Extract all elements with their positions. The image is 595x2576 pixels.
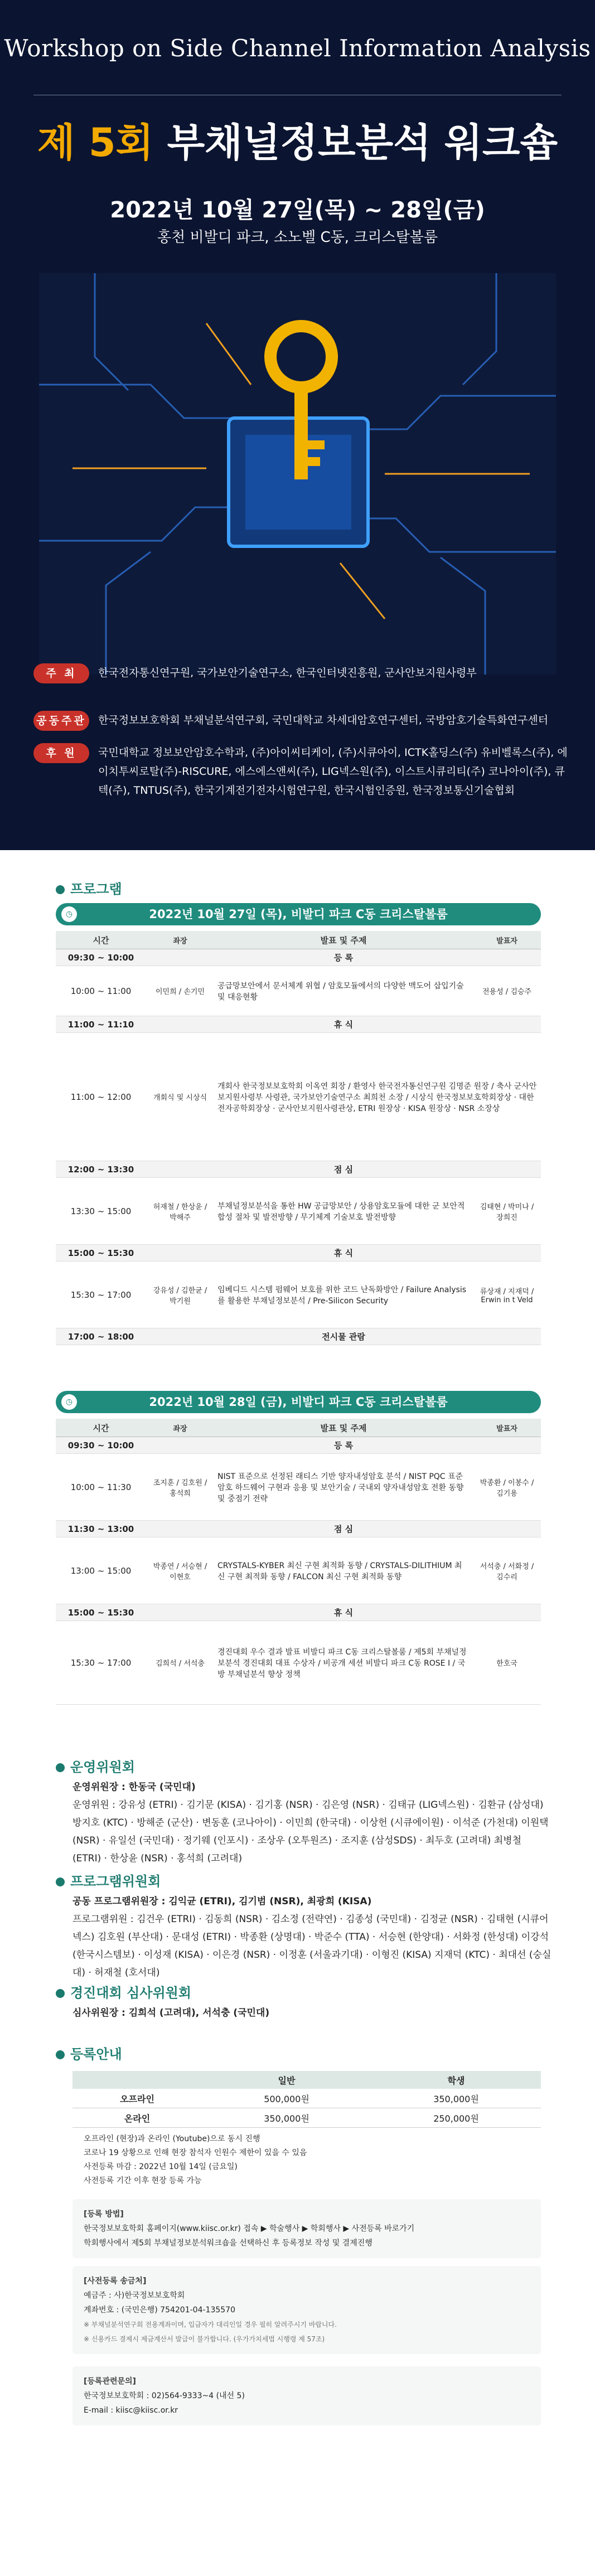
bullet-icon	[56, 1878, 65, 1886]
row-chair: 김희석 / 서석충	[146, 1621, 214, 1705]
workshop-english-title: Workshop on Side Channel Information Analysis	[4, 35, 591, 62]
table-row	[56, 949, 541, 966]
day2-title: 2022년 10월 28일 (금), 비발디 파크 C동 크리스탈볼룸	[149, 1395, 448, 1409]
row-topics: NIST 표준으로 선정된 래티스 기반 양자내성암호 분석 / NIST PQC 표준암호 하드웨어 구현과 응용 및 보안기술 / 국내외 양자내성암호 전환 동향 및 중점기 전략	[214, 1454, 473, 1521]
col-presenter: 발표자	[473, 931, 541, 949]
note-item: 사전등록 마감 : 2022년 10월 14일 (금요일)	[84, 2162, 238, 2171]
table-row	[72, 2108, 541, 2128]
row-time: 09:30 ~ 10:00	[56, 1437, 146, 1454]
row-chair: 이민희 / 손기민	[146, 966, 214, 1016]
method-step: 한국정보보호학회 홈페이지(www.kiisc.or.kr) 접속 ▶ 학술행사 ▶ 학회행사 ▶ 사전등록 바로가기	[84, 2224, 415, 2233]
fee-type: 오프라인	[72, 2089, 202, 2108]
contact-phone: 한국정보보호학회 : 02)564-9333~4 (내선 5)	[84, 2391, 245, 2400]
committee-prog-title	[56, 1870, 161, 1890]
event-date: 2022년 10월 27일(목) ~ 28일(금)	[110, 197, 485, 223]
table-header-row	[56, 931, 541, 949]
day2-table	[56, 1419, 541, 1705]
row-time: 09:30 ~ 10:00	[56, 949, 146, 966]
row-topics: 공급망보안에서 문서체계 위협 / 암호모듈에서의 다양한 맥도어 삽입기술 및 대응현황	[214, 966, 473, 1016]
bank-box	[72, 2266, 541, 2354]
box-title: [등록 방법]	[84, 2210, 124, 2219]
col-time: 시간	[56, 931, 146, 949]
org-label: 주 최	[33, 663, 89, 683]
committee-chair: 공동 프로그램위원장 : 김익균 (ETRI), 김기범 (NSR), 최광희 (KISA)	[72, 1896, 372, 1907]
row-chair: 조지훈 / 김호원 / 홍석희	[146, 1454, 214, 1521]
org-text: 한국전자통신연구원, 국가보안기술연구소, 한국인터넷진흥원, 군사안보지원사령부	[98, 667, 477, 679]
registration-notes	[84, 2132, 546, 2188]
row-time: 13:00 ~ 15:00	[56, 1537, 146, 1604]
row-time: 13:30 ~ 15:00	[56, 1178, 146, 1245]
fee-col-general: 일반	[202, 2071, 371, 2089]
table-row	[56, 966, 541, 1016]
table-header-row	[72, 2071, 541, 2089]
table-row	[56, 1537, 541, 1604]
table-row	[56, 1437, 541, 1454]
program-section-title	[56, 878, 122, 898]
contact-email[interactable]: E-mail : kiisc@kiisc.or.kr	[84, 2406, 178, 2415]
bullet-icon	[56, 1989, 65, 1998]
row-time: 15:00 ~ 15:30	[56, 1245, 146, 1262]
org-text: 한국정보보호학회 부채널분석연구회, 국민대학교 차세대암호연구센터, 국방암호기술특화연구센터	[98, 714, 549, 726]
row-topics: 부채널정보분석을 통한 HW 공급망보안 / 상용암호모듈에 대한 군 보안적합성 절차 및 발전방향 / 무기체계 기술보호 발전방향	[214, 1178, 473, 1245]
section-title-text: 프로그램위원회	[70, 1874, 161, 1889]
circuit-key-illustration	[39, 273, 556, 675]
org-text: 국민대학교 정보보안암호수학과, (주)아이씨티케이, (주)시큐아이, ICTK홀딩스(주) 유비벨록스(주), 에이치투씨로탈(주)-RISCURE, 에스에스앤씨(주), LIG넥스원(주), 이스트시큐리티(주) 코나아이(주), 큐텍(주), TNTUS(주), 한국기계전기전자시험연구원, 한국시험인증원, 한국정보통신기술협회	[98, 746, 568, 797]
fee-table	[72, 2071, 541, 2128]
row-chair: 강유성 / 김한균 / 박기원	[146, 1262, 214, 1328]
day1-title: 2022년 10월 27일 (목), 비발디 파크 C동 크리스탈볼룸	[149, 908, 448, 921]
row-time: 15:30 ~ 17:00	[56, 1262, 146, 1328]
row-text: 등 록	[146, 1437, 541, 1454]
table-row	[56, 1604, 541, 1621]
row-time: 15:00 ~ 15:30	[56, 1604, 146, 1621]
row-text: 휴 식	[146, 1245, 541, 1262]
row-text: 점 심	[146, 1161, 541, 1178]
col-presenter: 발표자	[473, 1419, 541, 1437]
row-presenter: 전용성 / 김승주	[473, 966, 541, 1016]
day1-header	[56, 903, 541, 925]
note-item: 오프라인 (현장)과 온라인 (Youtube)으로 동시 진행	[84, 2134, 260, 2143]
row-time: 10:00 ~ 11:30	[56, 1454, 146, 1521]
committee-prog-body	[72, 1893, 552, 1982]
organizers-band	[0, 705, 595, 850]
section-title-text: 프로그램	[70, 881, 122, 897]
table-header-row	[56, 1419, 541, 1437]
col-topic: 발표 및 주제	[214, 931, 473, 949]
judges-chair: 심사위원장 : 김희석 (고려대), 서석충 (국민대)	[72, 2007, 270, 2019]
col-chair: 좌장	[146, 1419, 214, 1437]
row-time: 11:30 ~ 13:00	[56, 1521, 146, 1537]
org-row-host	[33, 663, 569, 683]
row-time: 17:00 ~ 18:00	[56, 1328, 146, 1345]
hero-banner	[0, 0, 595, 705]
title-number: 제 5회	[37, 120, 154, 166]
committee-ops-title	[56, 1756, 135, 1775]
table-row	[56, 1245, 541, 1262]
note-item: 코로나 19 상황으로 인해 현장 참석자 인원수 제한이 있을 수 있음	[84, 2148, 307, 2157]
row-presenter: 서석충 / 서화정 / 김수리	[473, 1537, 541, 1604]
table-row	[56, 1521, 541, 1537]
row-time: 10:00 ~ 11:00	[56, 966, 146, 1016]
bank-line: 계좌번호 : (국민은행) 754201-04-135570	[84, 2306, 235, 2315]
table-row	[56, 1033, 541, 1161]
row-time: 15:30 ~ 17:00	[56, 1621, 146, 1705]
table-row	[56, 1178, 541, 1245]
method-step: 학회행사에서 제5회 부채널정보분석워크숍을 선택하신 후 등록정보 작성 및 결제진행	[84, 2239, 373, 2248]
row-presenter: 김태현 / 박미나 / 장희진	[473, 1178, 541, 1245]
fee-student: 250,000원	[371, 2108, 541, 2128]
judges-title	[56, 1982, 191, 2001]
row-presenter: 류상재 / 지재덕 / Erwin in t Veld	[473, 1262, 541, 1328]
col-topic: 발표 및 주제	[214, 1419, 473, 1437]
section-title-text: 경진대회 심사위원회	[70, 1985, 192, 2001]
table-row	[56, 1328, 541, 1345]
main-title	[0, 111, 595, 168]
section-title-text: 등록안내	[70, 2046, 122, 2062]
organizers	[33, 663, 569, 696]
row-topics: CRYSTALS-KYBER 최신 구현 최적화 동향 / CRYSTALS-DILITHIUM 최신 구현 최적화 동향 / FALCON 최신 구현 최적화 동향	[214, 1537, 473, 1604]
day2-header	[56, 1391, 541, 1413]
lower-panel	[0, 1982, 595, 2576]
row-chair: 개회식 및 시상식	[146, 1033, 214, 1161]
row-presenter: 한호국	[473, 1621, 541, 1705]
note-item: 사전등록 기간 이후 현장 등록 가능	[84, 2176, 202, 2185]
row-topics: 임베디드 시스템 펌웨어 보호를 위한 코드 난독화방안 / Failure Analysis를 활용한 부채널정보분석 / Pre-Silicon Security	[214, 1262, 473, 1328]
table-row	[56, 1454, 541, 1521]
table-row	[56, 1621, 541, 1705]
clock-icon: ◷	[61, 1394, 77, 1410]
col-chair: 좌장	[146, 931, 214, 949]
committee-ops-body	[72, 1778, 552, 1867]
bank-note: ※ 신용카드 결제시 제금계산서 발급이 불가합니다. (우가가치세법 시행령 제 57조)	[84, 2335, 325, 2343]
committee-chair: 운영위원장 : 한동국 (국민대)	[72, 1782, 196, 1793]
bank-line: 예금주 : 사)한국정보보호학회	[84, 2291, 185, 2300]
org-row-cohost	[33, 711, 569, 731]
org-label: 공동주관	[33, 711, 89, 731]
fee-type: 온라인	[72, 2108, 202, 2128]
box-title: [등록관련문의]	[84, 2377, 136, 2386]
table-row	[56, 1161, 541, 1178]
row-text: 휴 식	[146, 1604, 541, 1621]
title-text: 부채널정보분석 워크숍	[167, 120, 558, 166]
bullet-icon	[56, 1763, 65, 1772]
fee-general: 500,000원	[202, 2089, 371, 2108]
row-chair: 허재철 / 한상윤 / 박해주	[146, 1178, 214, 1245]
event-venue: 홍천 비발디 파크, 소노벨 C동, 크리스탈볼룸	[157, 229, 438, 246]
org-row-sponsor	[33, 743, 569, 800]
row-text: 점 심	[146, 1521, 541, 1537]
fee-col-type	[72, 2071, 202, 2089]
committee-members: 프로그램위원 : 김건우 (ETRI) · 김동희 (NSR) · 김소정 (전략연) · 김종성 (국민대) · 김정균 (NSR) · 김태현 (시큐어넥스) 김호원 (부산대) · 문대성 (ETRI) · 박종환 (상명대) · 박준수 (TTA) · 서승현 (한양대) · 서화정 (한성대) 이강석 (한국시스템보) · 이성재 (KISA) · 이은경 (NSR) · 이정훈 (서울과기대) · 이형진 (KISA) 지재덕 (KTC) · 최대선 (숭실대) · 허재철 (호서대)	[72, 1914, 552, 1978]
clock-icon: ◷	[61, 906, 77, 922]
row-presenter: 박종환 / 이봉수 / 김기용	[473, 1454, 541, 1521]
row-topics: 개회사 한국정보보호학회 이옥연 회장 / 환영사 한국전자통신연구원 김명준 원장 / 축사 군사안보지원사령부 사령관, 국가보안기술연구소 최희천 소장 / 시상식 한국정보보호학회장상 · 대한전자공학회장상 · 군사안보지원사령관상, ETRI 원장상 · KISA 원장상 · NSR 소장상	[214, 1033, 541, 1161]
registration-title	[56, 2043, 122, 2063]
day1-table	[56, 931, 541, 1345]
table-row	[56, 1016, 541, 1033]
bullet-icon	[56, 2050, 65, 2059]
row-time: 12:00 ~ 13:30	[56, 1161, 146, 1178]
org-label: 후 원	[33, 743, 89, 763]
section-title-text: 운영위원회	[70, 1759, 135, 1775]
fee-col-student: 학생	[371, 2071, 541, 2089]
committee-members: 운영위원 : 강유성 (ETRI) · 김기문 (KISA) · 김기홍 (NSR) · 김은영 (NSR) · 김태규 (LIG넥스원) · 김환규 (삼성대) 방지호 (KTC) · 방해준 (군산) · 변동훈 (코나아이) · 이민희 (한국대) · 이상헌 (시큐에이원) · 이석준 (가천대) 이원택 (NSR) · 유일선 (국민대) · 정기웨 (인포시) · 조상우 (오투원즈) · 조지훈 (삼성SDS) · 최두호 (고려대) 최병철 (ETRI) · 한상윤 (NSR) · 홍석희 (고려대)	[72, 1799, 549, 1864]
bank-note: ※ 부채널분석연구회 전용계좌이며, 입금자가 대리인일 경우 필히 알려주시기 바랍니다.	[84, 2321, 337, 2328]
row-chair: 박종연 / 서승현 / 이현호	[146, 1537, 214, 1604]
table-row	[56, 1262, 541, 1328]
bullet-icon	[56, 885, 65, 894]
row-topics: 경진대회 우수 결과 발표 비발디 파크 C동 크리스탈볼룸 / 제5회 부채널정보분석 경진대회 대표 수상자 / 비공개 세션 비발디 파크 C동 ROSE I / 국방 부채널분석 향상 정책	[214, 1621, 473, 1705]
registration-method-box	[72, 2199, 541, 2258]
row-text: 등 록	[146, 949, 541, 966]
col-time: 시간	[56, 1419, 146, 1437]
table-row	[72, 2089, 541, 2108]
fee-student: 350,000원	[371, 2089, 541, 2108]
contact-box	[72, 2366, 541, 2425]
row-text: 전시물 관람	[146, 1328, 541, 1345]
row-time: 11:00 ~ 11:10	[56, 1016, 146, 1033]
row-text: 휴 식	[146, 1016, 541, 1033]
row-time: 11:00 ~ 12:00	[56, 1033, 146, 1161]
box-title: [사전등록 송금처]	[84, 2277, 147, 2286]
fee-general: 350,000원	[202, 2108, 371, 2128]
